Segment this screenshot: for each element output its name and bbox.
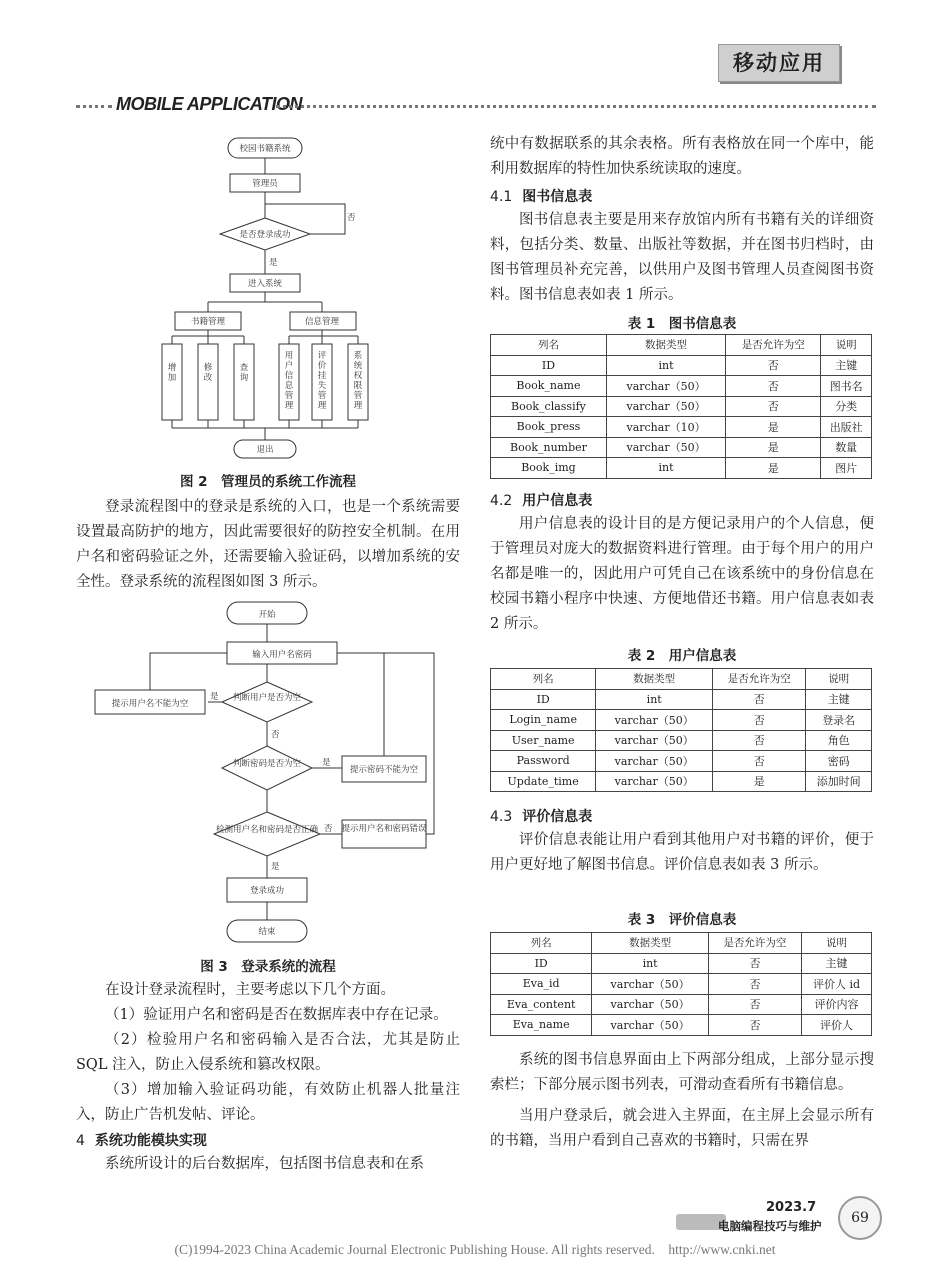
fig3-input-label: 输入用户名密码 [252,650,312,660]
table-cell: 添加时间 [806,771,872,792]
table-cell: 主键 [821,355,872,376]
paragraph: 登录流程图中的登录是系统的入口，也是一个系统需要设置最高防护的地方，因此需要很好的防控安全机制。在用户名和密码验证之外，还需要输入验证码，以增加系统的安全性。登录系统的流程图如图 3 所示。 [76,499,460,590]
table-header-cell: 说明 [821,335,872,356]
table-cell: Book_number [491,437,607,458]
table-cell: varchar（50） [606,396,725,417]
table-cell: 评价内容 [802,994,872,1015]
table-row [491,417,872,438]
fig3-success-label: 登录成功 [249,886,285,896]
table-cell: 否 [726,355,821,376]
fig3-check-user-label: 判断用户是否为空 [232,693,302,703]
fig3-yes2-label: 是 [322,758,331,768]
table-2 [490,668,872,792]
table-2-caption: 表 2 用户信息表 [627,648,737,664]
figure-3 [90,598,440,950]
table-cell: 数量 [821,437,872,458]
table-header-cell: 是否允许为空 [708,933,801,954]
fig3-tip-pwd-label: 提示密码不能为空 [349,765,419,775]
header-dots-left [76,105,112,108]
table-header-cell: 是否允许为空 [726,335,821,356]
table-cell: Book_press [491,417,607,438]
table-cell: Book_name [491,376,607,397]
figure-3-caption: 图 3 登录系统的流程 [200,959,336,975]
table-cell: 是 [726,437,821,458]
table-header-cell: 数据类型 [592,933,709,954]
table-cell: varchar（50） [596,751,713,772]
fig3-no1-label: 否 [271,730,280,740]
table-header-cell: 是否允许为空 [713,669,806,690]
table-cell: varchar（50） [592,974,709,995]
right-section-4-2 [490,490,874,637]
table-row [491,751,872,772]
table-cell: int [606,355,725,376]
header-title: MOBILE APPLICATION [116,94,302,114]
table-row [491,1015,872,1036]
table-cell: Eva_id [491,974,592,995]
table-3 [490,932,872,1036]
table-row [491,689,872,710]
table-row [491,953,872,974]
left-para-login [76,495,460,595]
fig2-query-label: 查询 [239,363,249,383]
paragraph: （2）检验用户名和密码输入是否合法，尤其是防止 SQL 注入，防止入侵系统和篡改权限。 [76,1032,460,1073]
fig2-exit-label: 退出 [256,445,274,455]
table-header-row [491,669,872,690]
table-cell: 是 [713,771,806,792]
table-cell: int [596,689,713,710]
table-cell: 否 [713,730,806,751]
table-row [491,771,872,792]
table-cell: 图书名 [821,376,872,397]
section-4-2-heading: 4.2 用户信息表 [490,493,593,509]
table-row [491,710,872,731]
table-cell: 密码 [806,751,872,772]
table-cell: ID [491,953,592,974]
right-section-4-3 [490,806,874,878]
table-3-caption: 表 3 评价信息表 [627,912,737,928]
table-cell: 否 [708,974,801,995]
table-header-cell: 列名 [491,335,607,356]
fig2-review-label: 评价挂失管理 [317,351,327,411]
table-header-row [491,335,872,356]
table-header-cell: 说明 [806,669,872,690]
paragraph: 评价信息表能让用户看到其他用户对书籍的评价，便于用户更好地了解图书信息。评价信息表如表 3 所示。 [490,832,874,873]
table-cell: 评价人 id [802,974,872,995]
table-cell: 登录名 [806,710,872,731]
table-cell: 主键 [806,689,872,710]
table-cell: Book_classify [491,396,607,417]
table-cell: 否 [708,994,801,1015]
table-1 [490,334,872,479]
fig3-no3-label: 否 [324,824,333,834]
table-cell: Eva_name [491,1015,592,1036]
table-cell: 分类 [821,396,872,417]
table-cell: varchar（50） [592,994,709,1015]
fig2-perm-label: 系统权限管理 [353,351,363,411]
table-1-caption: 表 1 图书信息表 [627,316,737,332]
fig2-user-info-label: 用户信息管理 [284,351,294,411]
left-column-text [76,978,460,1177]
table-cell: 是 [726,417,821,438]
fig2-admin-label: 管理员 [252,179,278,189]
paragraph: 用户信息表的设计目的是方便记录用户的个人信息，便于管理员对庞大的数据资料进行管理。由于每个用户的用户名都是唯一的，因此用户可凭自己在该系统中的身份信息在校园书籍小程序中快速、方便地借还书籍。用户信息表如表 2 所示。 [490,516,874,632]
right-column-top [490,132,874,308]
table-row [491,994,872,1015]
issue-number: 2023.7 [766,1200,817,1215]
table-row [491,730,872,751]
figure-2-flowchart [150,130,410,460]
table-cell: 图片 [821,458,872,479]
fig3-tip-user-label: 提示用户名不能为空 [111,699,189,709]
table-header-row [491,933,872,954]
running-header [76,92,876,120]
table-cell: 否 [708,953,801,974]
table-cell: 否 [713,751,806,772]
fig2-login-label: 是否登录成功 [239,230,291,240]
table-row [491,396,872,417]
section-4-heading: 4 系统功能模块实现 [76,1133,207,1149]
table-cell: Eva_content [491,994,592,1015]
table-header-cell: 数据类型 [606,335,725,356]
table-cell: Password [491,751,596,772]
table-header-cell: 说明 [802,933,872,954]
fig3-check-pwd-label: 判断密码是否为空 [232,759,302,769]
table-row [491,974,872,995]
table-header-cell: 列名 [491,669,596,690]
table-cell: 出版社 [821,417,872,438]
table-cell: 否 [713,710,806,731]
table-cell: 否 [708,1015,801,1036]
paragraph: 图书信息表主要是用来存放馆内所有书籍有关的详细资料，包括分类、数量、出版社等数据，并在图书归档时，由图书管理员补充完善，以供用户及图书管理人员查阅图书资料。图书信息表如表 1 所示。 [490,212,874,303]
table-cell: 否 [726,376,821,397]
figure-2 [150,130,410,460]
fig3-check-both-label: 检测用户名和密码是否正确 [215,825,319,835]
table-cell: varchar（10） [606,417,725,438]
table-cell: varchar（50） [596,710,713,731]
fig2-start-label: 校园书籍系统 [239,144,291,154]
fig3-tip-both-label: 提示用户名和密码错误 [341,824,427,834]
table-cell: 是 [726,458,821,479]
fig2-no-label: 否 [347,213,356,223]
table-cell: varchar（50） [596,771,713,792]
table-row [491,437,872,458]
right-column-bottom [490,1048,874,1154]
table-cell: varchar（50） [596,730,713,751]
table-cell: ID [491,355,607,376]
section-4-3-heading: 4.3 评价信息表 [490,809,593,825]
fig2-yes-label: 是 [269,258,278,268]
paragraph: 统中有数据联系的其余表格。所有表格放在同一个库中，能利用数据库的特性加快系统读取的速度。 [490,136,874,177]
table-cell: Book_img [491,458,607,479]
table-cell: varchar（50） [592,1015,709,1036]
table-row [491,355,872,376]
table-cell: varchar（50） [606,376,725,397]
table-cell: int [606,458,725,479]
copyright-line: (C)1994-2023 China Academic Journal Electronic Publishing House. All rights reserved. http://www.cnki.net [174,1242,776,1257]
fig2-edit-label: 修改 [203,363,213,383]
table-row [491,458,872,479]
table-header-cell: 列名 [491,933,592,954]
section-tag: 移动应用 [718,44,840,82]
fig2-info-mgmt-label: 信息管理 [304,317,340,327]
paragraph: （3）增加输入验证码功能，有效防止机器人批量注入，防止广告机发帖、评论。 [76,1082,460,1123]
table-cell: varchar（50） [606,437,725,458]
paragraph: 系统的图书信息界面由上下两部分组成，上部分显示搜索栏；下部分展示图书列表，可滑动查看所有书籍信息。 [490,1052,874,1093]
table-cell: 角色 [806,730,872,751]
page-number: 69 [838,1196,882,1240]
fig3-start-label: 开始 [258,610,276,620]
table-cell: int [592,953,709,974]
figure-2-caption: 图 2 管理员的系统工作流程 [179,474,357,490]
table-cell: Update_time [491,771,596,792]
table-cell: 否 [726,396,821,417]
table-header-cell: 数据类型 [596,669,713,690]
fig2-add-label: 增加 [167,363,177,383]
figure-3-flowchart [90,598,440,950]
table-cell: 主键 [802,953,872,974]
table-cell: User_name [491,730,596,751]
header-dots-right [276,105,876,108]
table-row [491,376,872,397]
fig3-yes1-label: 是 [210,692,219,702]
paragraph: 当用户登录后，就会进入主界面，在主屏上会显示所有的书籍，当用户看到自己喜欢的书籍时，只需在界 [490,1108,874,1149]
fig2-book-mgmt-label: 书籍管理 [190,317,226,327]
journal-footer [676,1200,836,1234]
table-cell: ID [491,689,596,710]
paragraph: 在设计登录流程时，主要考虑以下几个方面。 [105,982,395,998]
table-cell: 评价人 [802,1015,872,1036]
table-cell: Login_name [491,710,596,731]
fig3-yes3-label: 是 [271,862,280,872]
section-4-1-heading: 4.1 图书信息表 [490,189,593,205]
fig3-end-label: 结束 [258,927,276,937]
paragraph: （1）验证用户名和密码是否在数据库表中存在记录。 [105,1007,448,1023]
fig2-enter-label: 进入系统 [247,279,283,289]
paragraph: 系统所设计的后台数据库，包括图书信息表和在系 [105,1156,424,1172]
table-cell: 否 [713,689,806,710]
journal-name: 电脑编程技巧与维护 [718,1219,822,1233]
